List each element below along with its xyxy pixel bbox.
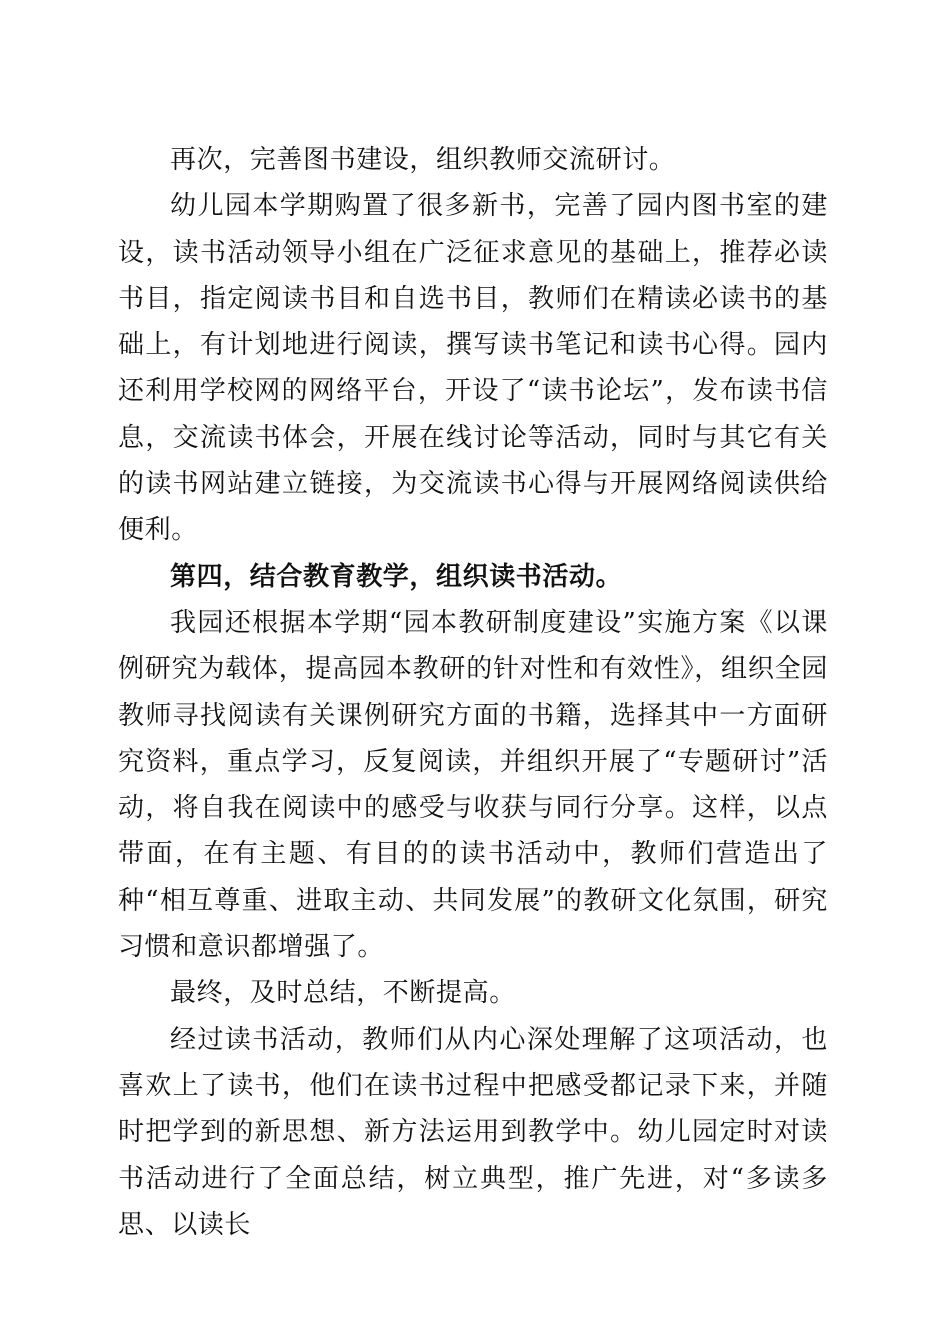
paragraph-heading-fourth: 第四，结合教育教学，组织读书活动。: [170, 561, 623, 592]
document-body: [118, 137, 828, 1248]
paragraph-heading-finally: 最终，及时总结，不断提高。: [170, 978, 516, 1009]
paragraph-heading-third: 再次，完善图书建设，组织教师交流研讨。: [170, 145, 676, 175]
paragraph-library-building: 幼儿园本学期购置了很多新书，完善了园内图书室的建设，读书活动领导小组在广泛征求意见的基础上，推荐必读书目，指定阅读书目和自选书目，教师们在精读必读书的基础上，有计划地进行阅读，撰写读书笔记和读书心得。园内还利用学校网的网络平台，开设了“读书论坛”，发布读书信息，交流读书体会，开展在线讨论等活动，同时与其它有关的读书网站建立链接，为交流读书心得与开展网络阅读供给便利。: [118, 191, 828, 546]
paragraph-summary: 经过读书活动，教师们从内心深处理解了这项活动，也喜欢上了读书，他们在读书过程中把感受都记录下来，并随时把学到的新思想、新方法运用到教学中。幼儿园定时对读书活动进行了全面总结，树立典型，推广先进，对“多读多思、以读长: [118, 1024, 828, 1240]
paragraph-case-study-research: 我园还根据本学期“园本教研制度建设”实施方案《以课例研究为载体，提高园本教研的针对性和有效性》，组织全园教师寻找阅读有关课例研究方面的书籍，选择其中一方面研究资料，重点学习，反复阅读，并组织开展了“专题研讨”活动，将自我在阅读中的感受与收获与同行分享。这样，以点带面，在有主题、有目的的读书活动中，教师们营造出了种“相互尊重、进取主动、共同发展”的教研文化氛围，研究习惯和意识都增强了。: [118, 607, 828, 963]
